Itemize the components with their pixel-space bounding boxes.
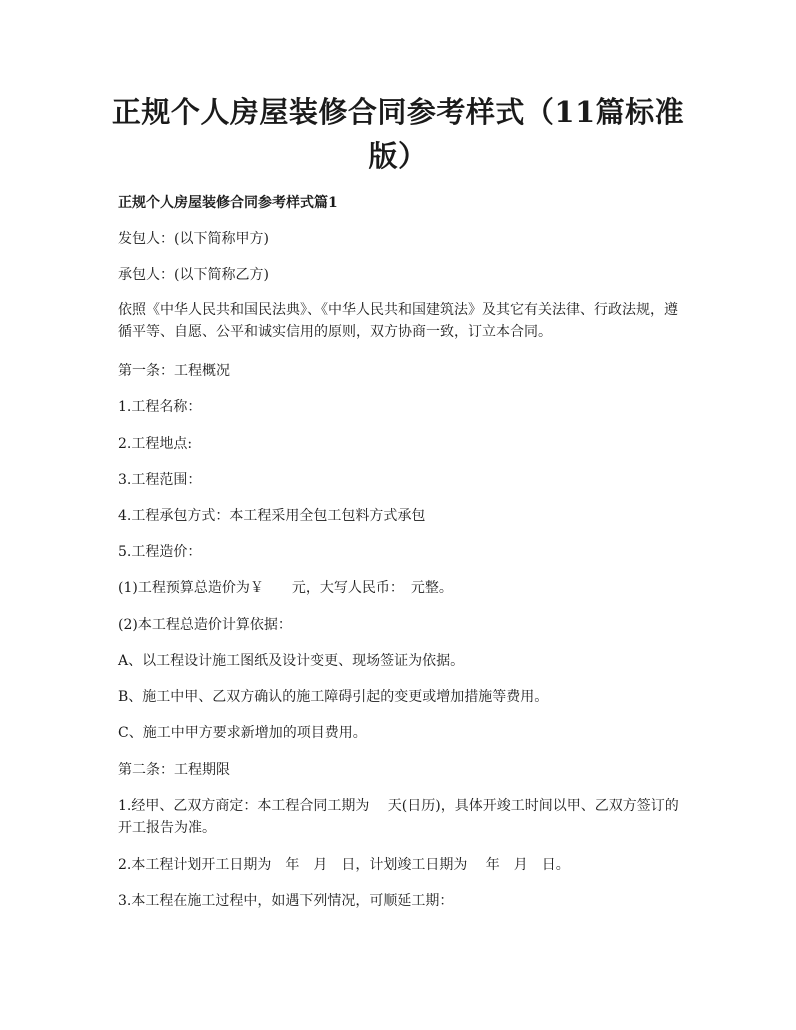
paragraph: (1)工程预算总造价为￥ 元，大写人民币： 元整。 bbox=[118, 580, 453, 596]
paragraph: C、施工中甲方要求新增加的项目费用。 bbox=[118, 725, 367, 741]
paragraph: 3.本工程在施工过程中，如遇下列情况，可顺延工期： bbox=[118, 893, 454, 909]
paragraph: 4.工程承包方式：本工程采用全包工包料方式承包 bbox=[118, 508, 426, 524]
paragraph: (2)本工程总造价计算依据： bbox=[118, 617, 292, 633]
section-heading: 正规个人房屋装修合同参考样式篇1 bbox=[118, 195, 338, 211]
paragraph: 1.工程名称： bbox=[118, 399, 202, 415]
article-heading: 第一条：工程概况 bbox=[118, 363, 230, 379]
paragraph: 5.工程造价： bbox=[118, 544, 202, 560]
paragraph: 2.本工程计划开工日期为 年 月 日，计划竣工日期为 年 月 日。 bbox=[118, 857, 570, 873]
article-heading: 第二条：工程期限 bbox=[118, 762, 230, 778]
paragraph: 3.工程范围： bbox=[118, 472, 202, 488]
document-title: 正规个人房屋装修合同参考样式（11篇标准版） bbox=[111, 95, 685, 173]
paragraph: A、以工程设计施工图纸及设计变更、现场签证为依据。 bbox=[118, 653, 465, 669]
paragraph: 发包人：(以下简称甲方) bbox=[118, 231, 269, 247]
paragraph: 1.经甲、乙双方商定：本工程合同工期为 天(日历)，具体开竣工时间以甲、乙双方签订的开工报告为准。 bbox=[118, 798, 679, 836]
paragraph: 2.工程地点: bbox=[118, 436, 193, 452]
paragraph: 依照《中华人民共和国民法典》、《中华人民共和国建筑法》及其它有关法律、行政法规，遵循平等、自愿、公平和诚实信用的原则，双方协商一致，订立本合同。 bbox=[118, 302, 678, 340]
paragraph: 承包人：(以下简称乙方) bbox=[118, 267, 269, 283]
paragraph: B、施工中甲、乙双方确认的施工障碍引起的变更或增加措施等费用。 bbox=[118, 689, 549, 705]
